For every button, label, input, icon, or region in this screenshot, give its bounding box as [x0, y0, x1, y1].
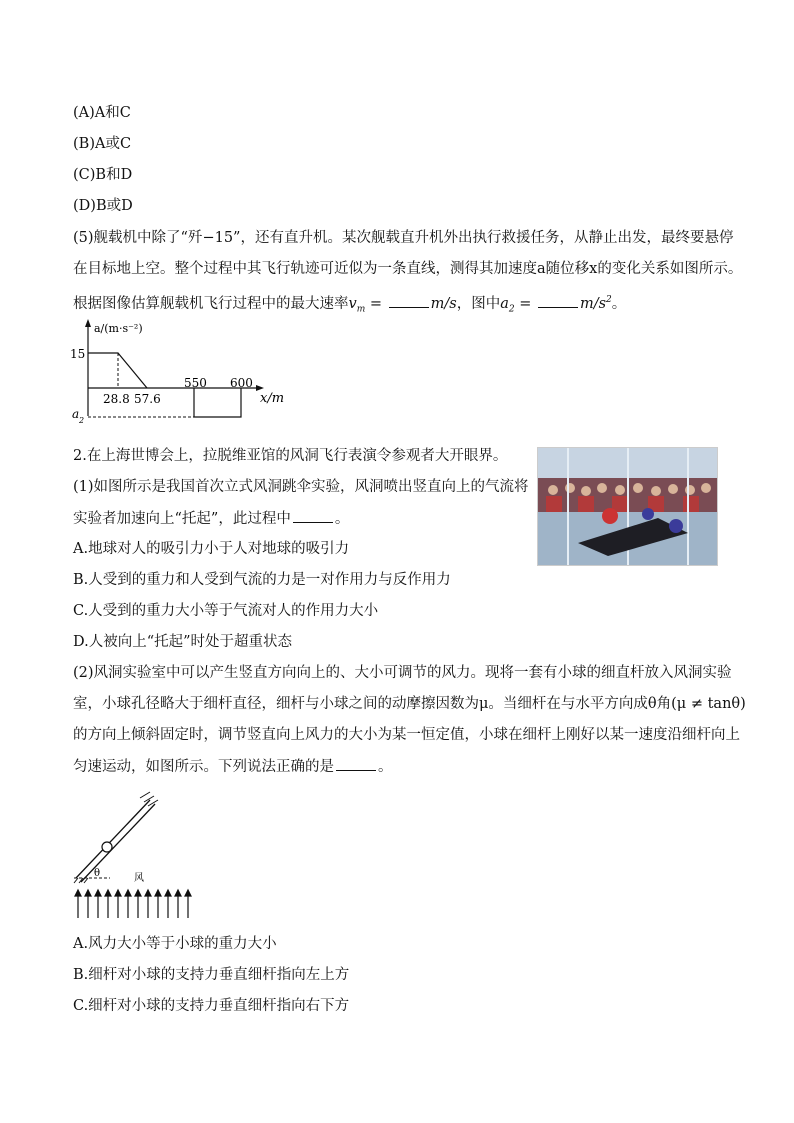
q2-opt-d: D.人被向上“托起”时处于超重状态: [73, 634, 293, 650]
unit-ms2-sup: 2: [606, 295, 612, 305]
q5-line3-text: 根据图像估算舰载机飞行过程中的最大速率: [73, 295, 349, 312]
q2-p1-line1: (1)如图所示是我国首次立式风洞跳伞实验，风洞喷出竖直向上的气流将: [73, 479, 529, 495]
q2-p2-line4-text: 匀速运动，如图所示。下列说法正确的是: [73, 759, 334, 775]
eq-sign-1: =: [365, 295, 387, 312]
q2-p2-line4-end: 。: [378, 759, 393, 775]
eq-sign-2: =: [514, 295, 536, 312]
graph-y15: 15: [70, 347, 86, 361]
inclined-rod-figure: [70, 790, 200, 922]
graph-a2: a: [72, 407, 80, 421]
option-b: (B)A或C: [73, 136, 132, 152]
graph-x1: 28.8: [103, 392, 130, 406]
a2-subscript: 2: [508, 304, 515, 315]
vm-symbol: v: [348, 295, 357, 312]
q2-p2-line2: 室，小球孔径略大于细杆直径，细杆与小球之间的动摩擦因数为μ。当细杆在与水平方向成θ角(μ ≠ tanθ): [73, 696, 746, 712]
unit-ms2: m/s: [579, 295, 607, 312]
wind-tunnel-photo: [537, 447, 718, 566]
answer-blank-p2[interactable]: [336, 756, 376, 771]
q5-line3: [73, 290, 626, 320]
option-d: (D)B或D: [73, 198, 133, 214]
answer-blank-p1[interactable]: [293, 508, 333, 523]
q5-line2: 在目标地上空。整个过程中其飞行轨迹可近似为一条直线，测得其加速度a随位移x的变化关系如图所示。: [73, 261, 743, 277]
q2-opt-c: C.人受到的重力大小等于气流对人的作用力大小: [73, 603, 379, 619]
q2-ans-b: B.细杆对小球的支持力垂直细杆指向左上方: [73, 967, 350, 983]
q2-p2-line4: [73, 756, 393, 777]
graph-ylabel: a/(m·s⁻²): [94, 322, 143, 335]
option-a: (A)A和C: [73, 105, 131, 121]
vm-subscript: m: [356, 304, 366, 315]
answer-blank-vm[interactable]: [389, 293, 429, 308]
graph-x4: 600: [230, 376, 253, 390]
q5-line1: (5)舰载机中除了“歼−15”，还有直升机。某次舰载直升机外出执行救援任务，从静止出发，最终要悬停: [73, 230, 734, 246]
fig-theta: θ: [94, 868, 101, 879]
option-c: (C)B和D: [73, 167, 133, 183]
acceleration-graph: [68, 318, 298, 430]
q2-p1-line2-end: 。: [334, 511, 350, 527]
q2-p1-line2: [73, 508, 349, 529]
graph-xlabel: x/m: [260, 391, 285, 406]
unit-ms: m/s: [430, 295, 457, 312]
q2-p2-line1: (2)风洞实验室中可以产生竖直方向向上的、大小可调节的风力。现将一套有小球的细直杆放入风洞实验: [73, 665, 732, 681]
graph-a2-sub: 2: [79, 416, 85, 425]
answer-blank-a2[interactable]: [538, 293, 578, 308]
q2-opt-b: B.人受到的重力和人受到气流的力是一对作用力与反作用力: [73, 572, 451, 588]
q2-p1-line2-text: 实验者加速向上“托起”，此过程中: [73, 511, 291, 527]
q2-opt-a: A.地球对人的吸引力小于人对地球的吸引力: [73, 541, 350, 557]
q2-title: 2.在上海世博会上，拉脱维亚馆的风洞飞行表演令参观者大开眼界。: [73, 448, 508, 464]
a2-symbol: a: [500, 295, 509, 312]
q5-line3-mid: ，图中: [456, 295, 501, 312]
fig-wind-label: 风: [134, 873, 144, 884]
q2-ans-c: C.细杆对小球的支持力垂直细杆指向右下方: [73, 998, 350, 1014]
graph-x2: 57.6: [134, 392, 161, 406]
q5-line3-end: 。: [611, 295, 627, 312]
q2-p2-line3: 的方向上倾斜固定时，调节竖直向上风力的大小为某一恒定值，小球在细杆上刚好以某一速度沿细杆向上: [73, 727, 740, 743]
q2-ans-a: A.风力大小等于小球的重力大小: [73, 936, 277, 952]
graph-x3: 550: [184, 376, 207, 390]
